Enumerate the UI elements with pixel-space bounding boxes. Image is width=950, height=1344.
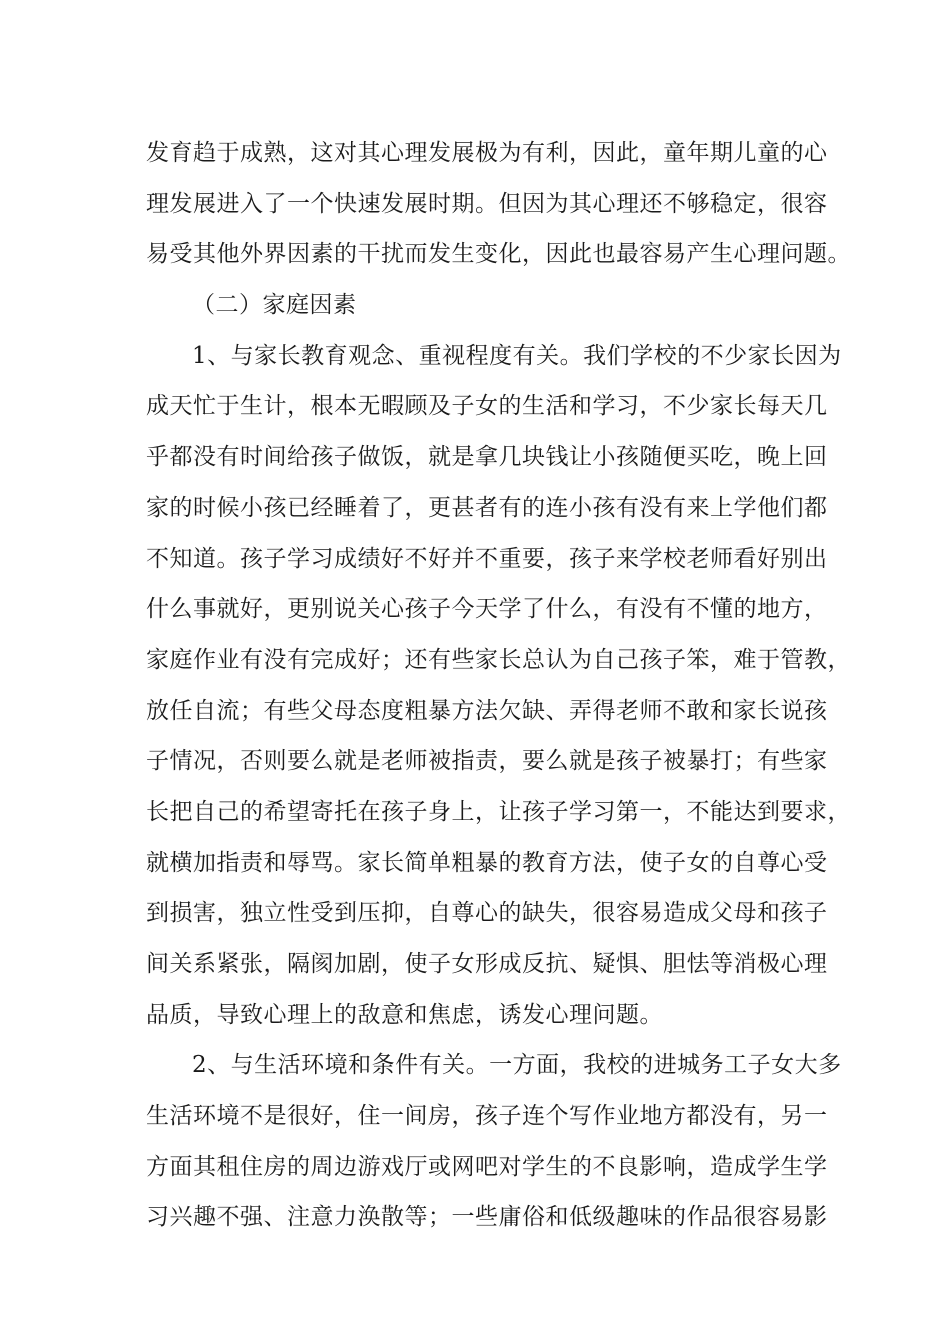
text-line: 就横加指责和辱骂。家长简单粗暴的教育方法，使子女的自尊心受 (146, 849, 828, 876)
text-line: 家庭作业有没有完成好；还有些家长总认为自己孩子笨，难于管教， (146, 646, 851, 673)
text-line: 到损害，独立性受到压抑，自尊心的缺失，很容易造成父母和孩子 (146, 900, 828, 927)
paragraph-start-line: 2、与生活环境和条件有关。一方面，我校的进城务工子女大多 (192, 1052, 842, 1079)
text-line: 易受其他外界因素的干扰而发生变化，因此也最容易产生心理问题。 (146, 241, 851, 268)
text-line: 不知道。孩子学习成绩好不好并不重要，孩子来学校老师看好别出 (146, 545, 828, 572)
text-line: 子情况，否则要么就是老师被指责，要么就是孩子被暴打；有些家 (146, 748, 828, 775)
text-line: 生活环境不是很好，住一间房，孩子连个写作业地方都没有，另一 (146, 1103, 828, 1130)
text-line: 乎都没有时间给孩子做饭，就是拿几块钱让小孩随便买吃，晚上回 (146, 444, 828, 471)
text-line: 成天忙于生计，根本无暇顾及子女的生活和学习，不少家长每天几 (146, 393, 828, 420)
text-line: 间关系紧张，隔阂加剧，使子女形成反抗、疑惧、胆怯等消极心理 (146, 951, 828, 977)
text-line: 习兴趣不强、注意力涣散等；一些庸俗和低级趣味的作品很容易影 (146, 1204, 828, 1231)
text-line: 发育趋于成熟，这对其心理发展极为有利，因此，童年期儿童的心 (146, 140, 828, 166)
text-line: 家的时候小孩已经睡着了，更甚者有的连小孩有没有来上学他们都 (146, 494, 828, 521)
text-line: 方面其租住房的周边游戏厅或网吧对学生的不良影响，造成学生学 (146, 1153, 828, 1180)
paragraph-start-line: 1、与家长教育观念、重视程度有关。我们学校的不少家长因为 (192, 342, 842, 369)
section-heading: （二）家庭因素 (192, 292, 357, 319)
text-line: 什么事就好，更别说关心孩子今天学了什么，有没有不懂的地方， (146, 596, 828, 623)
text-line: 长把自己的希望寄托在孩子身上，让孩子学习第一，不能达到要求， (146, 798, 851, 825)
text-line: 理发展进入了一个快速发展时期。但因为其心理还不够稳定，很容 (146, 190, 828, 217)
document-body (146, 128, 851, 1243)
text-line: 品质，导致心理上的敌意和焦虑，诱发心理问题。 (146, 1001, 663, 1028)
text-line: 放任自流；有些父母态度粗暴方法欠缺、弄得老师不敢和家长说孩 (146, 697, 828, 724)
